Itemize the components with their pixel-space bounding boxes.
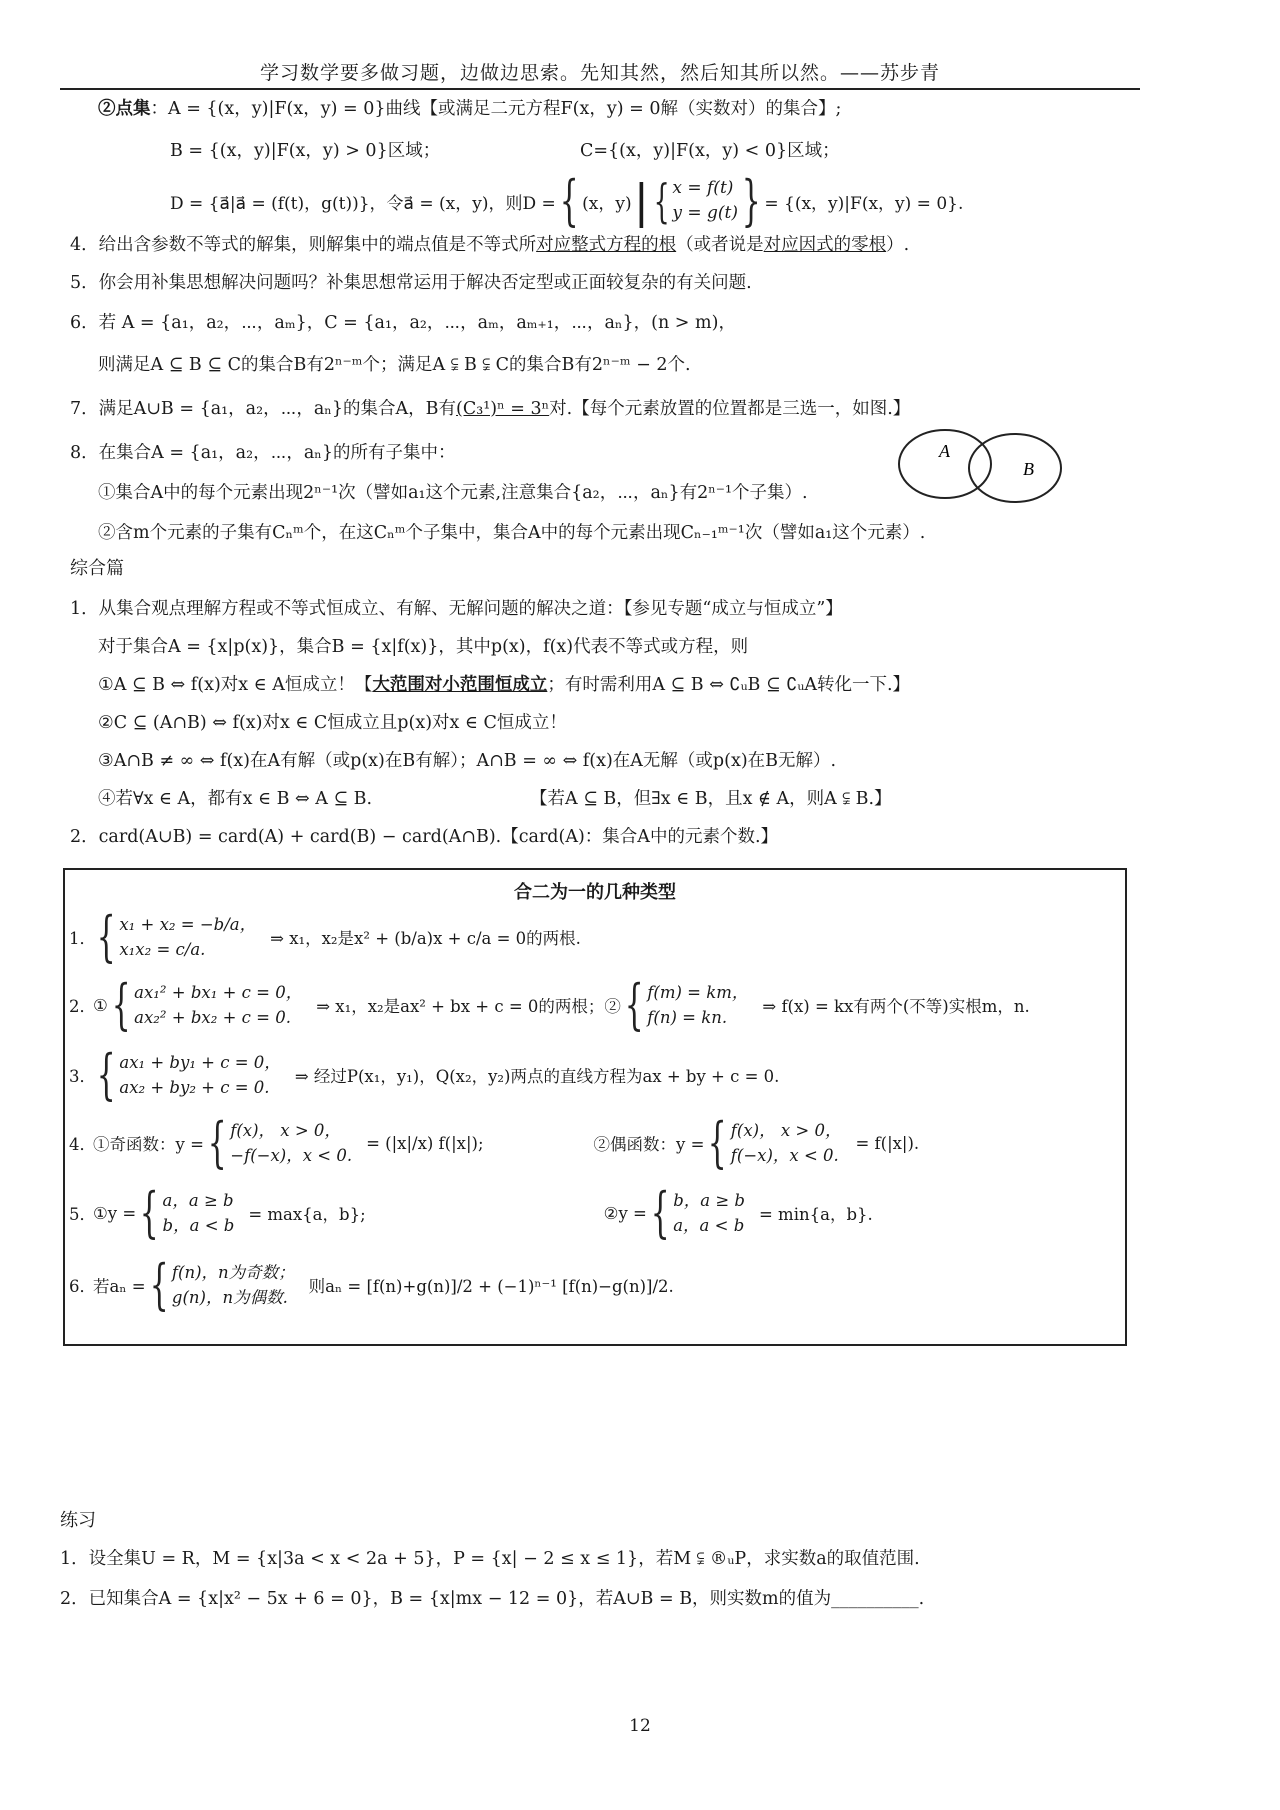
equation: b，a ≥ b (673, 1191, 745, 1210)
min-system (673, 1188, 745, 1238)
item-4-mid: （或者说是 (676, 235, 764, 255)
conclusion: = min{a，b}. (758, 1205, 873, 1224)
equation: g(n)，n为偶数. (171, 1288, 288, 1307)
param-eq-y: y = g(t) (672, 203, 739, 223)
conclusion: = f(|x|). (855, 1133, 920, 1153)
item-7-underline: (C₃¹)ⁿ = 3ⁿ (456, 399, 550, 419)
comp-1-line-4: ②C ⊆ (A∩B) ⇔ f(x)对x ∈ C恒成立且p(x)对x ∈ C恒成立！ (98, 713, 567, 733)
equation: f(−x)，x < 0. (730, 1146, 839, 1165)
region-b: B = {(x，y)|F(x，y) > 0}区域； (170, 141, 441, 161)
sequence-label: 若aₙ = (93, 1277, 146, 1296)
odd-function-label: ①奇函数：y = (93, 1135, 204, 1154)
equation: a，a ≥ b (162, 1191, 234, 1210)
box-row-5 (69, 1181, 873, 1244)
even-function-label: ②偶函数：y = (593, 1135, 705, 1154)
row-number: 4． (69, 1135, 96, 1154)
equation: f(n) = kn. (647, 1008, 728, 1027)
box-row-4 (69, 1111, 920, 1174)
odd-function-system (230, 1118, 352, 1168)
param-system (672, 176, 738, 226)
left-brace-icon: { (207, 1111, 227, 1174)
item-4-underline-1: 对应整式方程的根 (536, 235, 677, 255)
comp-1-line-1: 1．从集合观点理解方程或不等式恒成立、有解、无解问题的解决之道：【参见专题“成立与恒成立”】 (70, 599, 843, 619)
box-row-2 (69, 973, 1030, 1036)
item-8-line-2: ①集合A中的每个元素出现2ⁿ⁻¹次（譬如a₁这个元素,注意集合{a₂，⋯，aₙ}有2ⁿ⁻¹个子集）. (98, 483, 808, 503)
row-number: 5． (69, 1205, 96, 1224)
box-row-6 (69, 1253, 674, 1316)
case-label: ① (93, 995, 108, 1015)
box-title: 合二为一的几种类型 (514, 882, 676, 903)
answer-blank[interactable]: __________ (831, 1589, 919, 1609)
fixed-point-system (647, 980, 748, 1030)
left-brace-icon: { (559, 169, 579, 232)
comprehensive-title: 综合篇 (70, 558, 124, 579)
venn-circle-b (969, 434, 1061, 502)
conclusion: ⇒ f(x) = kx有两个(不等)实根m，n. (762, 997, 1030, 1016)
point-set-line-1 (98, 96, 841, 122)
conclusion: ⇒ x₁，x₂是ax² + bx + c = 0的两根；② (316, 997, 621, 1016)
item-7-note: 对.【每个元素放置的位置都是三选一，如图.】 (549, 399, 911, 419)
header-rule (60, 88, 1140, 90)
equation: a，a < b (673, 1216, 745, 1235)
sequence-system (172, 1260, 295, 1310)
point-set-text: ：A = {(x，y)|F(x，y) = 0}曲线【或满足二元方程F(x，y) = 0解（实数对）的集合】; (150, 99, 842, 119)
conclusion: = (|x|/x) f(|x|); (366, 1133, 484, 1153)
conclusion: = max{a，b}; (248, 1205, 366, 1224)
practice-title: 练习 (60, 1510, 96, 1531)
comp-1-line-2: 对于集合A = {x|p(x)}，集合B = {x|f(x)}，其中p(x)，f(x)代表不等式或方程，则 (98, 637, 749, 657)
box-row-3 (69, 1043, 780, 1106)
min-label: ②y = (603, 1203, 647, 1223)
set-d-definition: D = {a⃗|a⃗ = (f(t)，g(t))}，令a⃗ = (x，y)，则D = (170, 193, 556, 214)
item-4-text: 4．给出含参数不等式的解集，则解集中的端点值是不等式所 (70, 235, 537, 255)
equation: −f(−x)，x < 0. (230, 1146, 353, 1165)
comp-1-line-6-left: ④若∀x ∈ A，都有x ∈ B ⇔ A ⊆ B. (98, 789, 373, 809)
point-set-line-3 (170, 169, 964, 232)
combination-types-box (63, 868, 1127, 1346)
left-brace-icon: { (96, 905, 116, 968)
venn-label-b: B (1023, 459, 1034, 479)
row-number: 3． (69, 1067, 96, 1086)
item-6-line-2: 则满足A ⊆ B ⊆ C的集合B有2ⁿ⁻ᵐ个；满足A ⫋ B ⫋ C的集合B有2ⁿ⁻ᵐ − 2个. (98, 355, 691, 375)
bar-icon: | (633, 174, 650, 228)
item-4-underline-2: 对应因式的零根 (763, 235, 887, 255)
left-brace-icon: { (650, 1181, 670, 1244)
right-brace-icon: } (741, 169, 761, 232)
comp-1-line-6-right: 【若A ⊆ B，但∃x ∈ B，且x ∉ A，则A ⫋ B.】 (530, 789, 892, 809)
comp-1-line-6 (98, 786, 892, 812)
left-brace-icon: { (653, 174, 670, 228)
conclusion: ⇒ x₁，x₂是x² + (b/a)x + c/a = 0的两根. (270, 929, 581, 948)
practice-2-end: . (918, 1589, 925, 1609)
comp-1-line-5: ③A∩B ≠ ∞ ⇔ f(x)在A有解（或p(x)在B有解）；A∩B = ∞ ⇔ f(x)在A无解（或p(x)在B无解）. (98, 751, 837, 771)
vieta-system (119, 912, 256, 962)
equation: ax₁² + bx₁ + c = 0， (134, 983, 303, 1002)
item-7-text: 7．满足A∪B = {a₁，a₂，⋯，aₙ}的集合A，B有 (70, 399, 457, 419)
comp-1-line-3-end: ；有时需利用A ⊆ B ⇔ ∁ᵤB ⊆ ∁ᵤA转化一下.】 (547, 675, 911, 695)
equation: f(n)，n为奇数； (171, 1263, 295, 1282)
left-brace-icon: { (624, 973, 644, 1036)
item-8-line-3: ②含m个元素的子集有Cₙᵐ个，在这Cₙᵐ个子集中，集合A中的每个元素出现Cₙ₋₁ᵐ⁻¹次（譬如a₁这个元素）. (98, 523, 926, 543)
conclusion: 则aₙ = [f(n)+g(n)]/2 + (−1)ⁿ⁻¹ [f(n)−g(n)]/2. (308, 1277, 674, 1296)
set-d-result: = {(x，y)|F(x，y) = 0}. (764, 193, 964, 214)
left-brace-icon: { (111, 973, 131, 1036)
max-label: ①y = (93, 1203, 137, 1223)
region-c: C={(x，y)|F(x，y) < 0}区域； (580, 141, 840, 161)
item-8-line-1: 8．在集合A = {a₁，a₂，⋯，aₙ}的所有子集中： (70, 443, 456, 463)
comp-1-line-3 (98, 672, 910, 698)
practice-2 (60, 1586, 924, 1612)
comp-1-line-3-text: ①A ⊆ B ⇔ f(x)对x ∈ A恒成立！【 (98, 675, 373, 695)
page-header: 学习数学要多做习题，边做边思索。先知其然，然后知其所以然。——苏步青 (259, 62, 940, 84)
point-set-label: ②点集 (98, 99, 151, 119)
practice-2-text: 2．已知集合A = {x|x² − 5x + 6 = 0}，B = {x|mx − 12 = 0}，若A∪B = B，则实数m的值为 (60, 1589, 832, 1609)
root-system (134, 980, 302, 1030)
page-number: 12 (629, 1716, 651, 1736)
max-system (163, 1188, 235, 1238)
equation: f(x)， x > 0， (730, 1121, 842, 1140)
line-system (119, 1050, 280, 1100)
venn-diagram (895, 420, 1075, 510)
item-5: 5．你会用补集思想解决问题吗？补集思想常运用于解决否定型或正面较复杂的有关问题. (70, 273, 752, 293)
set-d-pair: (x，y) (582, 193, 632, 214)
left-brace-icon: { (149, 1253, 169, 1316)
point-set-line-2 (170, 138, 840, 164)
box-row-1 (69, 905, 581, 968)
equation: f(m) = km， (647, 983, 749, 1002)
left-brace-icon: { (96, 1043, 116, 1106)
row-number: 6． (69, 1277, 96, 1296)
left-brace-icon: { (708, 1111, 728, 1174)
item-6-line-1: 6．若 A = {a₁，a₂，⋯，aₘ}，C = {a₁，a₂，⋯，aₘ，aₘ₊₁，⋯，aₙ}，(n > m)， (70, 313, 736, 333)
item-4 (70, 232, 909, 258)
row-number: 2． (69, 997, 96, 1016)
equation: ax₂² + bx₂ + c = 0. (134, 1008, 291, 1027)
practice-1: 1．设全集U = R，M = {x|3a < x < 2a + 5}，P = {x| − 2 ≤ x ≤ 1}，若M ⫋ ®ᵤP，求实数a的取值范围. (60, 1549, 920, 1569)
param-eq-x: x = f(t) (672, 178, 734, 198)
item-4-end: ）. (886, 235, 910, 255)
equation: x₁x₂ = c/a. (119, 940, 206, 959)
equation: ax₁ + by₁ + c = 0， (119, 1053, 281, 1072)
equation: b，a < b (162, 1216, 235, 1235)
item-7 (70, 396, 910, 422)
left-brace-icon: { (139, 1181, 159, 1244)
equation: ax₂ + by₂ + c = 0. (119, 1078, 270, 1097)
comp-2: 2．card(A∪B) = card(A) + card(B) − card(A∩B).【card(A)：集合A中的元素个数.】 (70, 827, 779, 847)
even-function-system (731, 1118, 842, 1168)
row-number: 1． (69, 929, 96, 948)
comp-1-emphasis: 大范围对小范围恒成立 (372, 675, 548, 695)
venn-label-a: A (939, 441, 950, 461)
equation: f(x)， x > 0， (230, 1121, 341, 1140)
conclusion: ⇒ 经过P(x₁，y₁)，Q(x₂，y₂)两点的直线方程为ax + by + c = 0. (294, 1067, 780, 1086)
equation: x₁ + x₂ = −b/a， (119, 915, 257, 934)
